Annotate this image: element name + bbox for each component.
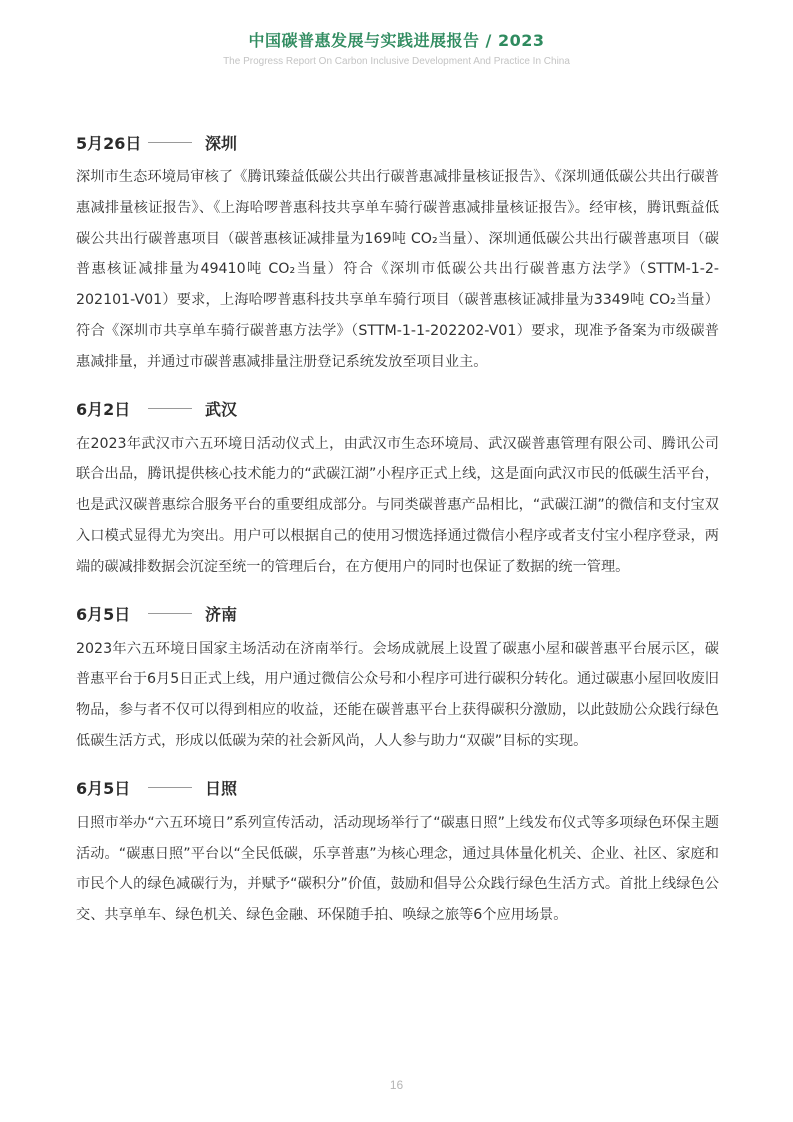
entry-date: 6月2日 [76,400,131,420]
report-title: 中国碳普惠发展与实践进展报告 / 2023 [248,31,545,50]
news-entry [76,600,719,757]
entry-body: 深圳市生态环境局审核了《腾讯臻益低碳公共出行碳普惠减排量核证报告》、《深圳通低碳公共出行碳普惠减排量核证报告》、《上海哈啰普惠科技共享单车骑行碳普惠减排量核证报告》。经审核，腾讯甄益低碳公共出行碳普惠项目（碳普惠核证减排量为169吨 CO₂当量）、深圳通低碳公共出行碳普惠项目（碳普惠核证减排量为49410吨 CO₂当量）符合《深圳市低碳公共出行碳普惠方法学》（STTM-1-2-202101-V01）要求，上海哈啰普惠科技共享单车骑行项目（碳普惠核证减排量为3349吨 CO₂当量）符合《深圳市共享单车骑行碳普惠方法学》（STTM-1-1-202202-V01）要求，现准予备案为市级碳普惠减排量，并通过市碳普惠减排量注册登记系统发放至项目业主。 [76,169,719,370]
entry-heading [76,774,719,802]
news-entry [76,128,719,378]
entry-divider-line [148,787,192,788]
page-header [0,30,793,68]
entry-date: 6月5日 [76,779,131,799]
entry-city: 深圳 [205,133,238,153]
page-number: 16 [389,1078,404,1092]
entry-heading [76,600,719,628]
entry-city: 济南 [205,605,238,625]
news-entry [76,395,719,583]
entry-date: 6月5日 [76,605,131,625]
entry-body: 2023年六五环境日国家主场活动在济南举行。会场成就展上设置了碳惠小屋和碳普惠平台展示区，碳普惠平台于6月5日正式上线，用户通过微信公众号和小程序可进行碳积分转化。通过碳惠小屋回收废旧物品，参与者不仅可以得到相应的收益，还能在碳普惠平台上获得碳积分激励，以此鼓励公众践行绿色低碳生活方式，形成以低碳为荣的社会新风尚，人人参与助力“双碳”目标的实现。 [76,640,719,749]
entry-heading [76,395,719,423]
report-subtitle: The Progress Report On Carbon Inclusive Development And Practice In China [223,56,570,67]
entry-city: 武汉 [205,400,238,420]
entry-heading [76,128,719,156]
main-content [76,128,719,948]
entry-city: 日照 [205,779,238,799]
entry-body: 在2023年武汉市六五环境日活动仪式上，由武汉市生态环境局、武汉碳普惠管理有限公司、腾讯公司联合出品，腾讯提供核心技术能力的“武碳江湖”小程序正式上线，这是面向武汉市民的低碳生活平台，也是武汉碳普惠综合服务平台的重要组成部分。与同类碳普惠产品相比，“武碳江湖”的微信和支付宝双入口模式显得尤为突出。用户可以根据自己的使用习惯选择通过微信小程序或者支付宝小程序登录，两端的碳减排数据会沉淀至统一的管理后台，在方便用户的同时也保证了数据的统一管理。 [76,435,719,575]
entry-divider-line [148,613,192,614]
entry-divider-line [148,142,192,143]
entry-date: 5月26日 [76,133,142,153]
entry-body: 日照市举办“六五环境日”系列宣传活动，活动现场举行了“碳惠日照”上线发布仪式等多项绿色环保主题活动。“碳惠日照”平台以“全民低碳，乐享普惠”为核心理念，通过具体量化机关、企业、社区、家庭和市民个人的绿色减碳行为，并赋予“碳积分”价值，鼓励和倡导公众践行绿色生活方式。首批上线绿色公交、共享单车、绿色机关、绿色金融、环保随手拍、唤绿之旅等6个应用场景。 [76,814,719,924]
news-entry [76,774,719,931]
entry-divider-line [148,408,192,409]
